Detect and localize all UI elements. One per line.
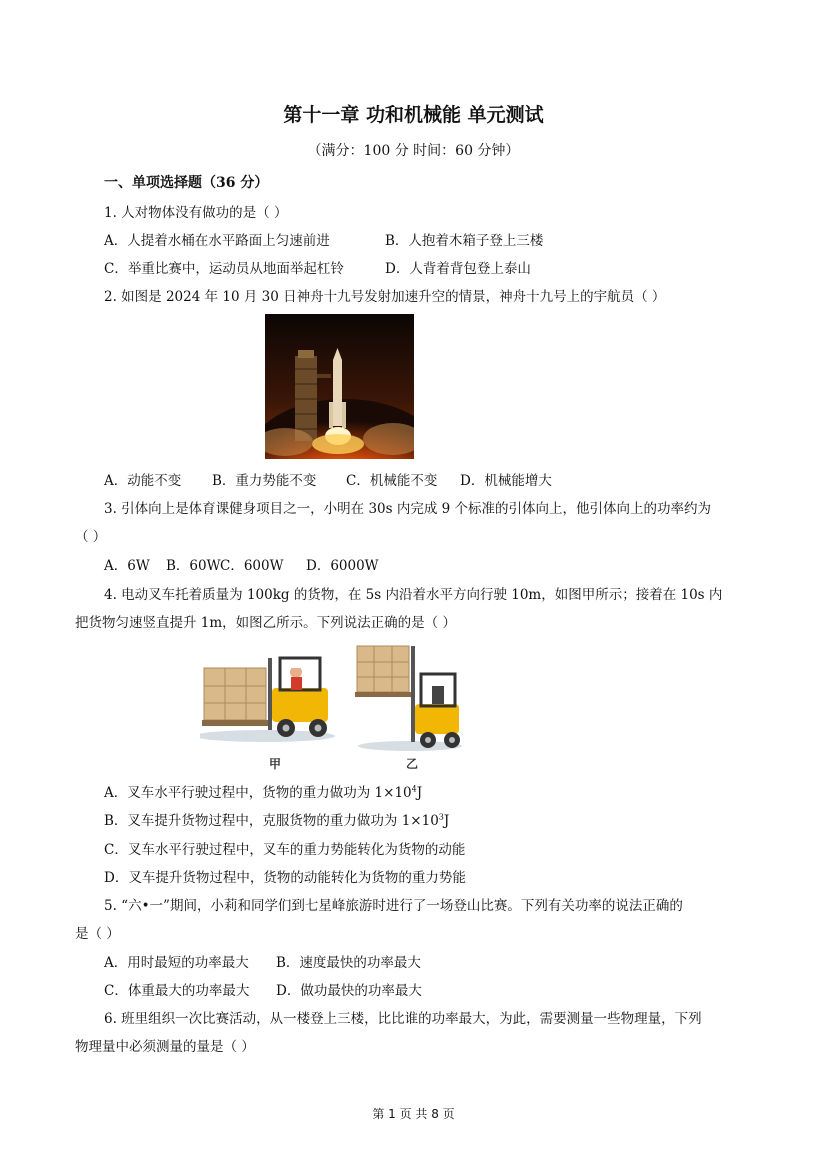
q4-option-b: B．叉车提升货物过程中，克服货物的重力做功为 $1\times 10^3J$ [104,812,450,829]
q1-option-a: A．人提着水桶在水平路面上匀速前进 [104,233,330,249]
question-4-stem: 4. 电动叉车托着质量为 100kg 的货物，在 5s 内沿着水平方向行驶 10m，如图甲所示；接着在 10s 内 [104,587,723,603]
rocket-launch-image [265,314,414,459]
question-6-stem: 6. 班里组织一次比赛活动，从一楼登上三楼，比比谁的功率最大，为此，需要测量一些物理量，下列 [104,1011,702,1027]
q2-option-b: B．重力势能不变 [212,473,317,489]
q4-option-d: D．叉车提升货物过程中，货物的动能转化为货物的重力势能 [104,870,466,886]
forklift-yi-icon [355,646,462,751]
q4-option-a: A．叉车水平行驶过程中，货物的重力做功为 $1\times 10^4J$ [104,784,423,801]
q2-option-d: D．机械能增大 [460,473,552,489]
figure-label-yi: 乙 [405,757,419,771]
section-heading: 一、单项选择题（36 分） [104,175,269,191]
question-2-stem: 2. 如图是 2024 年 10 月 30 日神舟十九号发射加速升空的情景，神舟十九号上的宇航员（ ） [104,289,666,305]
q5-option-a: A．用时最短的功率最大 [104,955,249,971]
question-5-stem-cont: 是（ ） [75,926,120,942]
q3-option-b: B．60W [166,558,221,574]
question-4-stem-cont: 把货物匀速竖直提升 1m，如图乙所示。下列说法正确的是（ ） [75,615,456,631]
q1-option-c: C．举重比赛中，运动员从地面举起杠铃 [104,261,344,277]
page-title: 第十一章 功和机械能 单元测试 [283,104,544,126]
q3-option-c: C．600W [220,558,284,574]
q4-option-c: C．叉车水平行驶过程中，叉车的重力势能转化为货物的动能 [104,842,466,858]
q2-option-c: C．机械能不变 [346,473,438,489]
forklift-illustration [200,638,470,774]
q2-option-a: A．动能不变 [104,473,182,489]
question-1-stem: 1. 人对物体没有做功的是（ ） [104,205,288,221]
q3-option-d: D．6000W [306,558,379,574]
question-5-stem: 5. “六•一”期间，小莉和同学们到七星峰旅游时进行了一场登山比赛。下列有关功率的说法正确的 [104,898,683,914]
page-number-footer: 第 1 页 共 8 页 [372,1107,455,1121]
q1-option-b: B．人抱着木箱子登上三楼 [385,233,544,249]
q5-option-b: B．速度最快的功率最大 [276,955,421,971]
q5-option-d: D．做功最快的功率最大 [276,983,422,999]
question-6-stem-cont: 物理量中必须测量的量是（ ） [75,1039,255,1055]
question-3-stem: 3. 引体向上是体育课健身项目之一，小明在 30s 内完成 9 个标准的引体向上，他引体向上的功率约为 [104,501,712,517]
question-3-stem-cont: （ ） [75,529,107,545]
figure-label-jia: 甲 [268,757,282,771]
forklift-jia-icon [200,658,335,742]
page-subtitle: （满分：100 分 时间：60 分钟） [307,143,520,159]
q1-option-d: D．人背着背包登上泰山 [385,261,531,277]
q5-option-c: C．体重最大的功率最大 [104,983,250,999]
q3-option-a: A．6W [104,558,150,574]
